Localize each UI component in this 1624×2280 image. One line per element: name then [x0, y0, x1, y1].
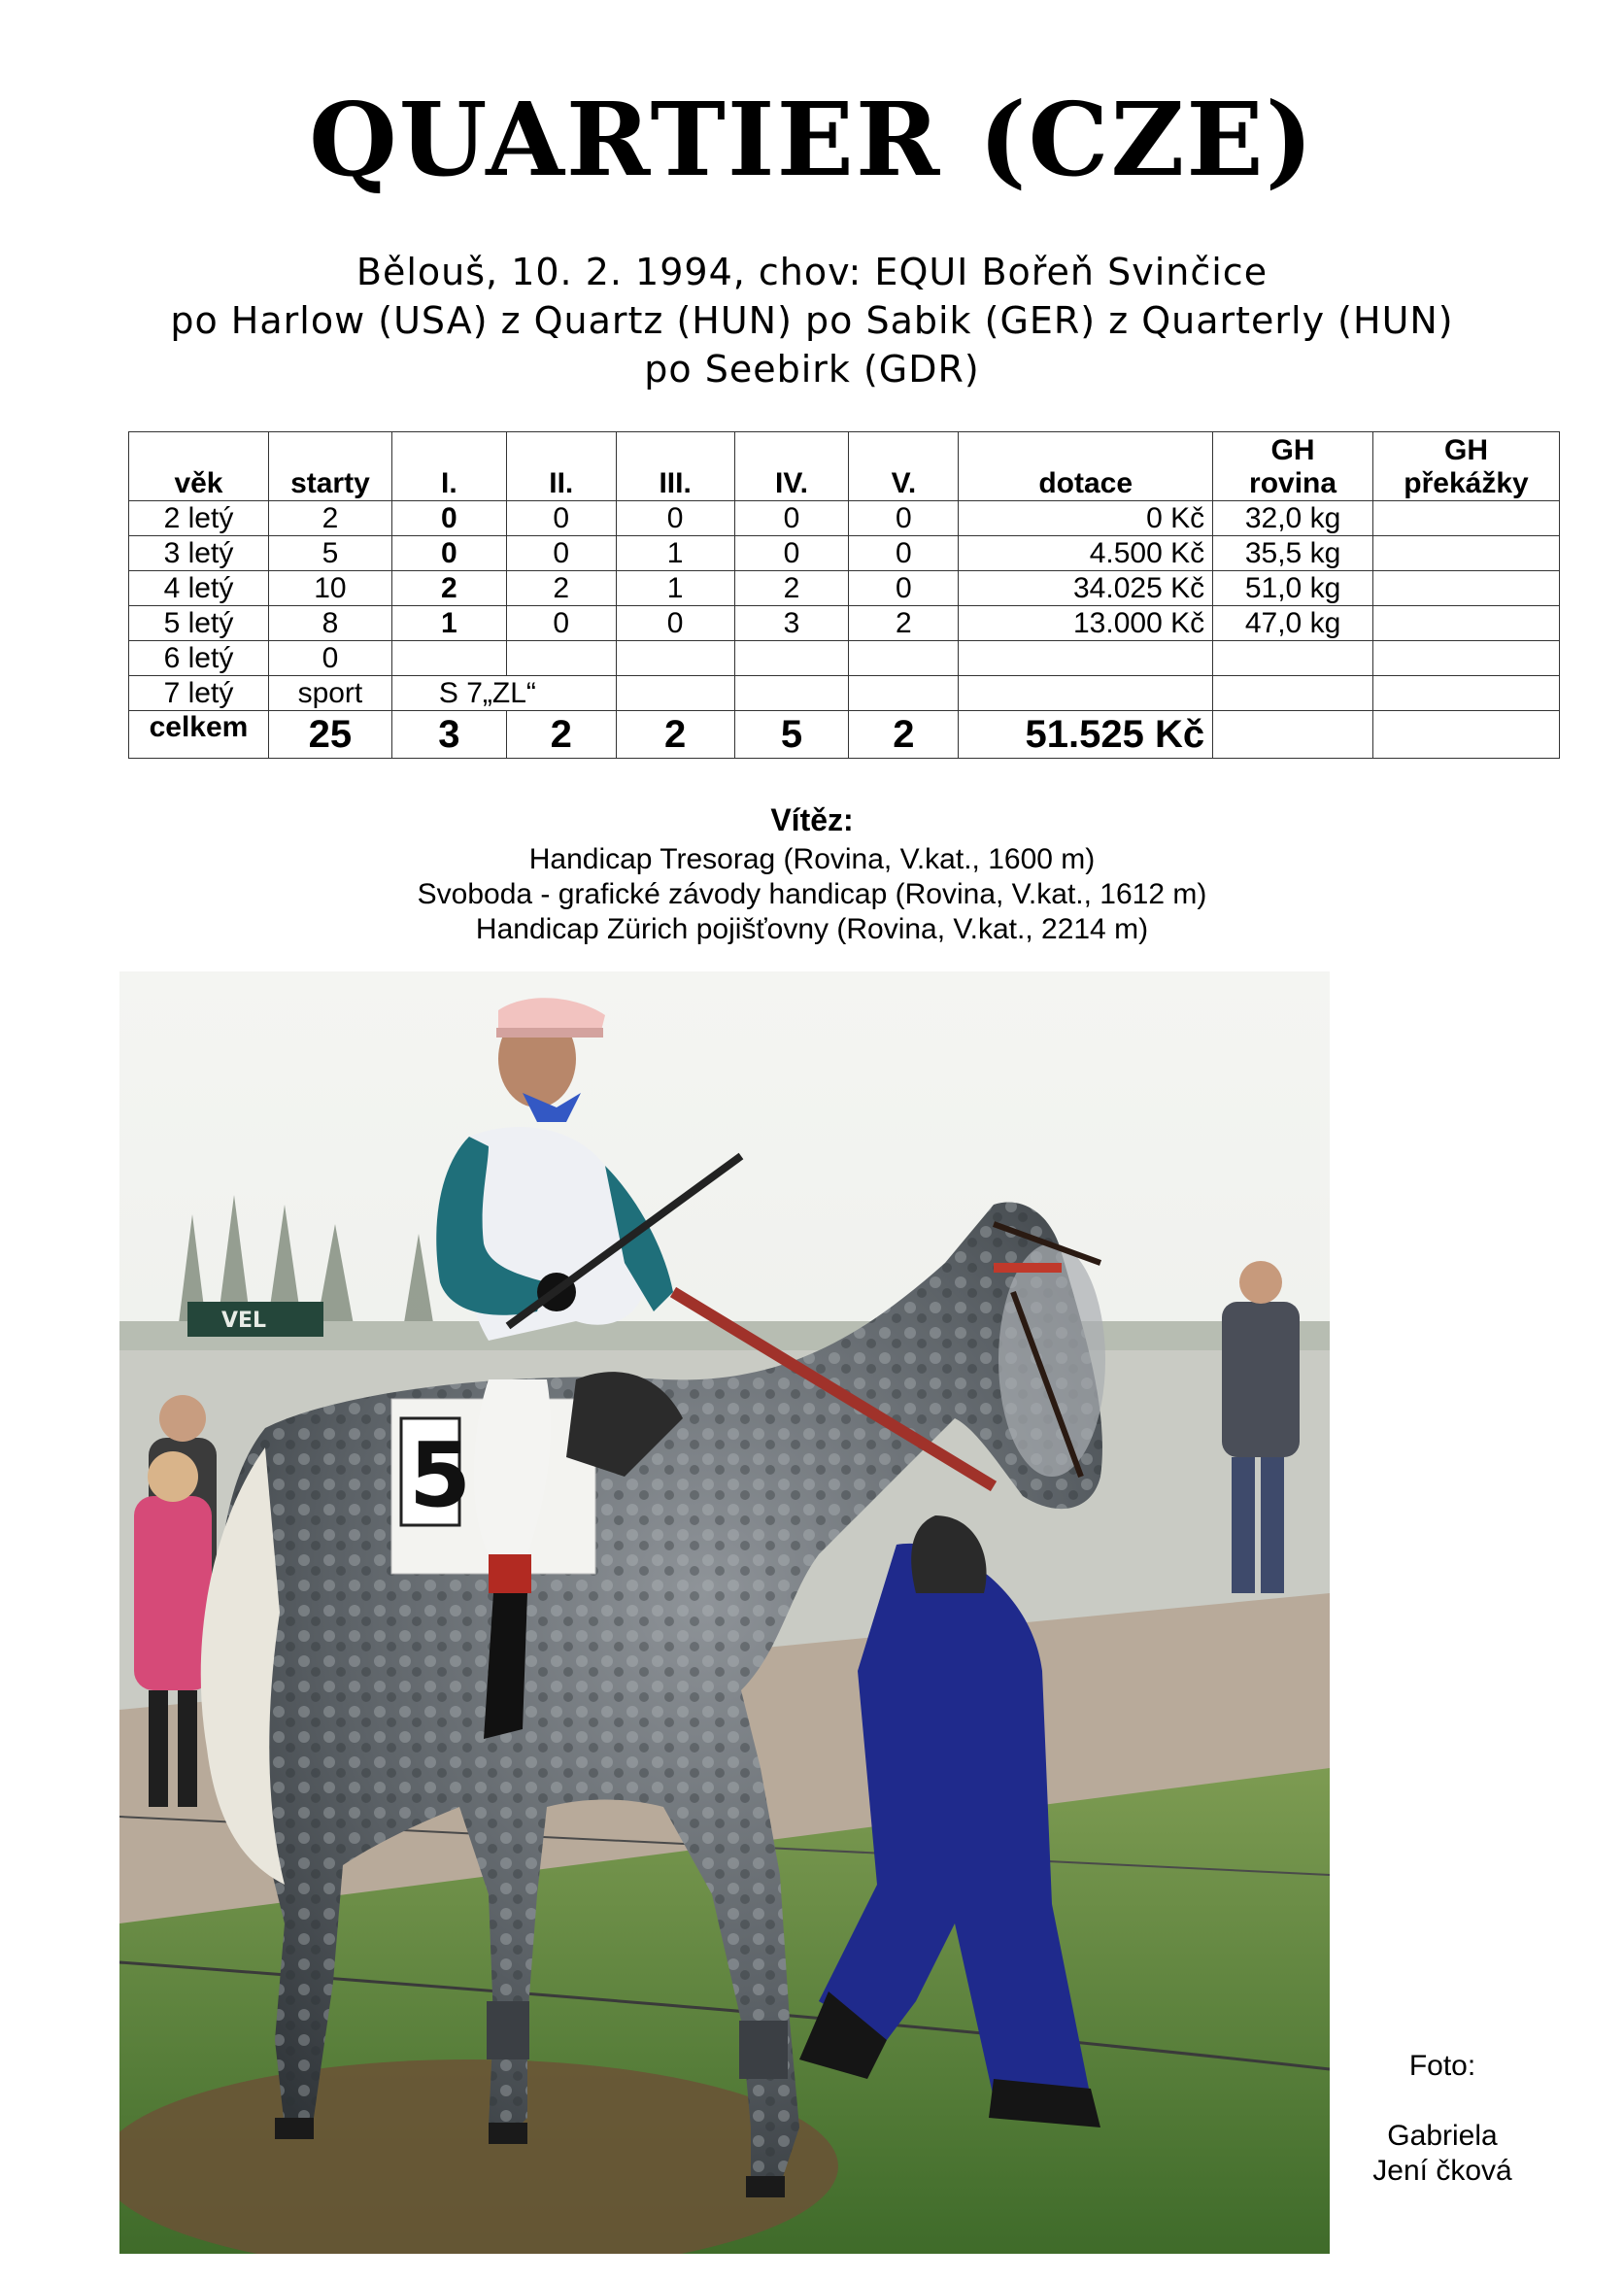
col-header-gh-flat: GH rovina	[1213, 432, 1373, 501]
table-row: 7 letý sport S 7„ZL“	[129, 676, 1560, 711]
table-row: 2 letý 2 0 0 0 0 0 0 Kč 32,0 kg	[129, 501, 1560, 536]
col-header-prize-money: dotace	[959, 432, 1213, 501]
col-header-second: II.	[506, 432, 616, 501]
winner-race: Svoboda - grafické závody handicap (Rovina, V.kat., 1612 m)	[417, 878, 1207, 910]
pedigree-line-2: po Seebirk (GDR)	[644, 348, 980, 391]
winner-race: Handicap Tresorag (Rovina, V.kat., 1600 m)	[528, 843, 1096, 875]
table-header-row	[129, 432, 1560, 501]
photo-credit-name-2: Jení čková	[1372, 2155, 1512, 2187]
table-row: 5 letý 8 1 0 0 3 2 13.000 Kč 47,0 kg	[129, 606, 1560, 641]
table-total-row: celkem 25 3 2 2 5 2 51.525 Kč	[129, 711, 1560, 759]
saddle-number: 5	[409, 1423, 472, 1527]
col-header-fifth: V.	[849, 432, 959, 501]
winner-heading: Vítěz:	[770, 802, 854, 837]
photo-credit-name: Gabriela	[1387, 2120, 1498, 2152]
race-record-table	[128, 431, 1560, 759]
table-row: 4 letý 10 2 2 1 2 0 34.025 Kč 51,0 kg	[129, 571, 1560, 606]
page-title: QUARTIER (CZE)	[309, 80, 1315, 199]
svg-text:VEL: VEL	[221, 1309, 267, 1333]
photo-credit-label: Foto:	[1408, 2050, 1476, 2082]
col-header-age: věk	[129, 432, 269, 501]
col-header-starts: starty	[268, 432, 391, 501]
table-row: 6 letý 0	[129, 641, 1560, 676]
pedigree-line: po Harlow (USA) z Quartz (HUN) po Sabik (GER) z Quarterly (HUN)	[170, 299, 1454, 342]
horse-photo	[119, 971, 1330, 2254]
col-header-gh-jumps: GH překážky	[1373, 432, 1560, 501]
table-row: 3 letý 5 0 0 1 0 0 4.500 Kč 35,5 kg	[129, 536, 1560, 571]
col-header-third: III.	[616, 432, 734, 501]
col-header-first: I.	[391, 432, 506, 501]
winner-race: Handicap Zürich pojišťovny (Rovina, V.kat., 2214 m)	[475, 913, 1149, 945]
col-header-fourth: IV.	[734, 432, 849, 501]
horse-info-line: Bělouš, 10. 2. 1994, chov: EQUI Bořeň Svinčice	[355, 251, 1269, 293]
